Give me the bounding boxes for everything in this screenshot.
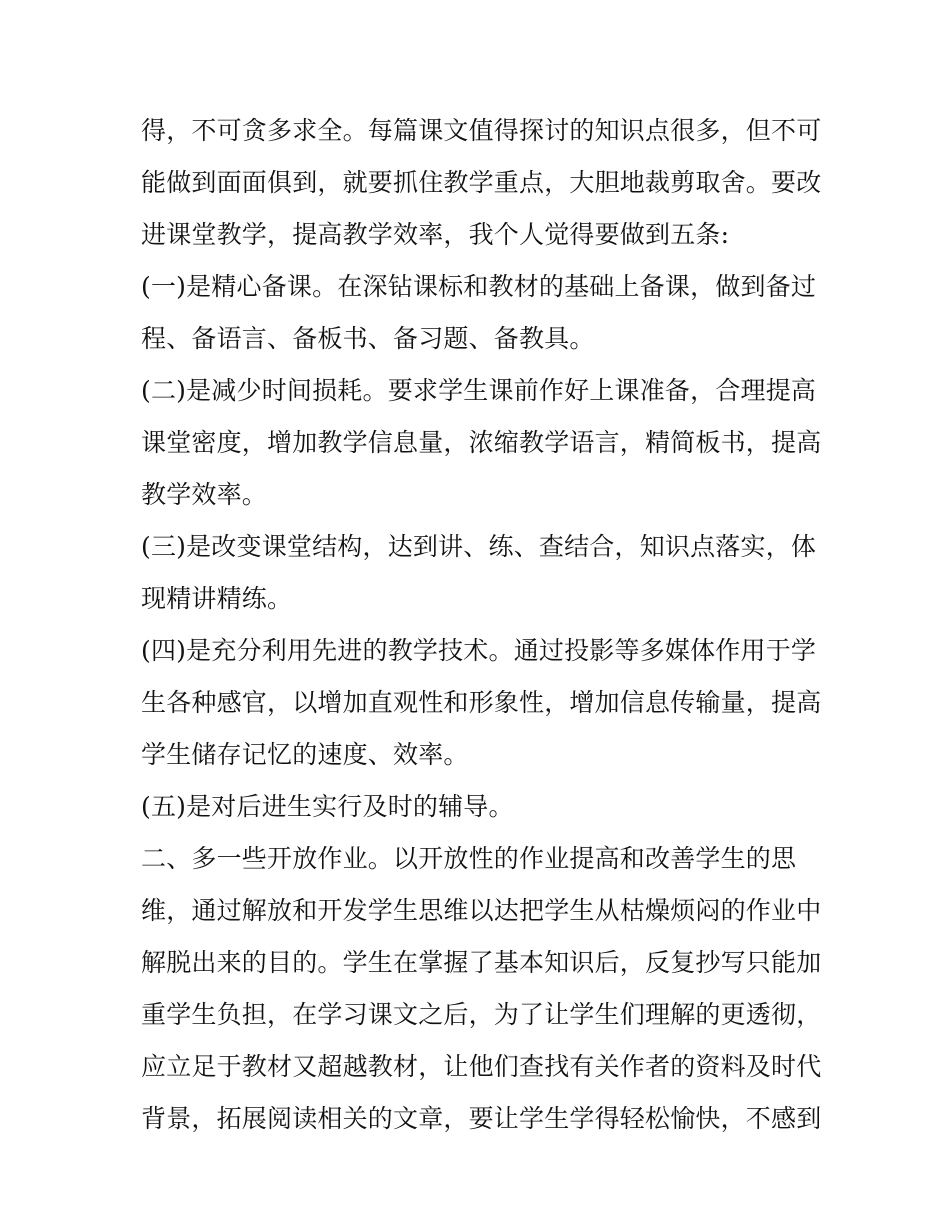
- text-line: (四)是充分利用先进的教学技术。通过投影等多媒体作用于学: [141, 636, 817, 665]
- text-line: (一)是精心备课。在深钻课标和教材的基础上备课，做到备过: [141, 272, 817, 301]
- text-line: 重学生负担，在学习课文之后，为了让学生们理解的更透彻，: [141, 1000, 822, 1029]
- body-text: [141, 105, 821, 1145]
- text-line: 背景，拓展阅读相关的文章，要让学生学得轻松愉快，不感到: [141, 1104, 822, 1133]
- text-line: 教学效率。: [141, 480, 268, 509]
- text-line: 现精讲精练。: [141, 584, 293, 613]
- text-line: 进课堂教学，提高教学效率，我个人觉得要做到五条:: [141, 220, 730, 249]
- text-line: (二)是减少时间损耗。要求学生课前作好上课准备，合理提高: [141, 376, 817, 405]
- text-line: 应立足于教材又超越教材，让他们查找有关作者的资料及时代: [141, 1052, 822, 1081]
- text-line: 二、多一些开放作业。以开放性的作业提高和改善学生的思: [141, 844, 797, 873]
- text-line: (五)是对后进生实行及时的辅导。: [141, 792, 514, 821]
- text-line: 能做到面面俱到，就要抓住教学重点，大胆地裁剪取舍。要改: [141, 168, 822, 197]
- text-line: 解脱出来的目的。学生在掌握了基本知识后，反复抄写只能加: [141, 948, 822, 977]
- text-line: 学生储存记忆的速度、效率。: [141, 740, 469, 769]
- text-line: 生各种感官，以增加直观性和形象性，增加信息传输量，提高: [141, 688, 822, 717]
- text-line: (三)是改变课堂结构，达到讲、练、查结合，知识点落实，体: [141, 532, 817, 561]
- text-line: 程、备语言、备板书、备习题、备教具。: [141, 324, 595, 353]
- text-line: 维，通过解放和开发学生思维以达把学生从枯燥烦闷的作业中: [141, 896, 822, 925]
- text-line: 得，不可贪多求全。每篇课文值得探讨的知识点很多，但不可: [141, 116, 822, 145]
- text-line: 课堂密度，增加教学信息量，浓缩教学语言，精简板书，提高: [141, 428, 822, 457]
